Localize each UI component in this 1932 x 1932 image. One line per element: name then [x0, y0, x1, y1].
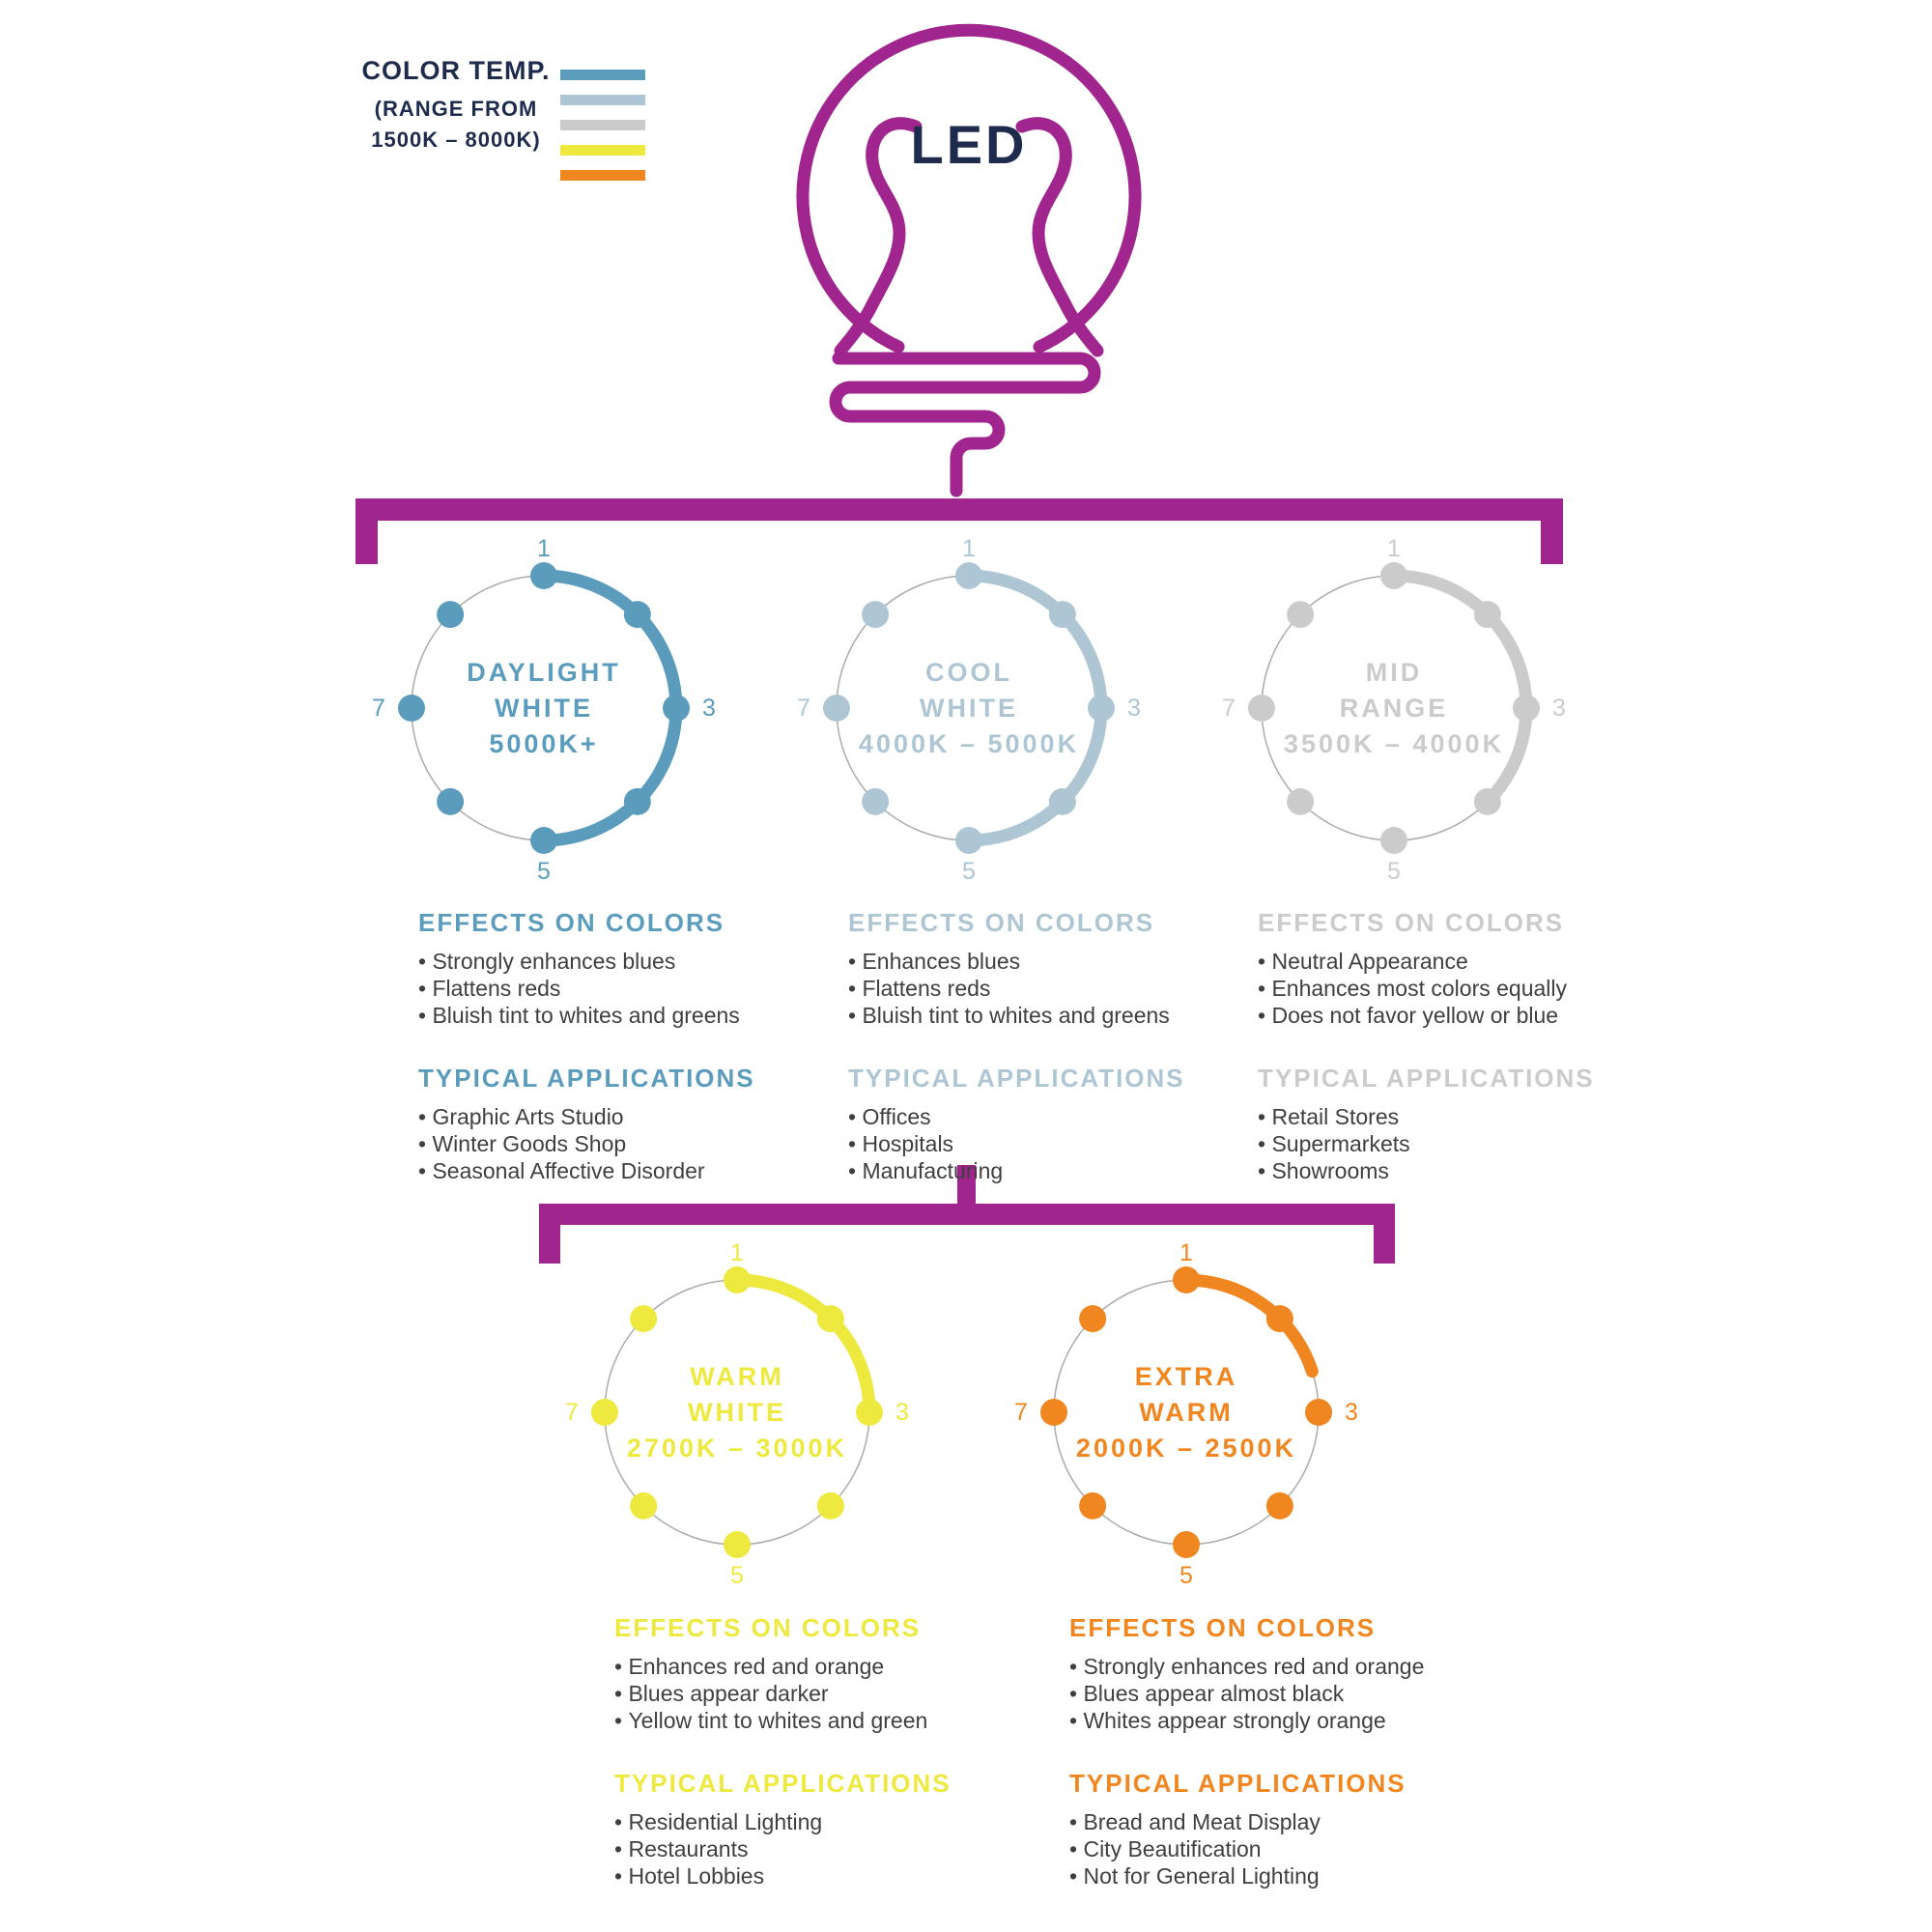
applications-heading: TYPICAL APPLICATIONS [1258, 1064, 1595, 1093]
applications-heading: TYPICAL APPLICATIONS [614, 1769, 952, 1798]
list-item: • Flattens reds [418, 975, 863, 1002]
legend-bar-mid [560, 120, 645, 130]
category-range: 2700K – 3000K [626, 1433, 848, 1463]
dial-tick-label: 5 [537, 858, 551, 885]
daylight-white-details [418, 908, 863, 1219]
effects-heading: EFFECTS ON COLORS [1258, 908, 1565, 937]
category-name-line2: WHITE [688, 1397, 786, 1427]
list-item: • Seasonal Affective Disorder [418, 1157, 863, 1184]
list-item: • Graphic Arts Studio [418, 1103, 863, 1130]
list-item: • Neutral Appearance [1258, 948, 1702, 975]
dial-tick-label: 1 [962, 535, 976, 562]
dial-tick-label: 7 [1014, 1399, 1028, 1426]
list-item: • Blues appear almost black [1069, 1680, 1514, 1707]
daylight-white-dial [351, 515, 737, 901]
list-item: • Bread and Meat Display [1069, 1808, 1514, 1835]
extra-warm-details [1069, 1613, 1514, 1924]
applications-list [848, 1103, 1293, 1184]
warm-white-dial-text [544, 1219, 930, 1605]
category-range: 3500K – 4000K [1283, 728, 1505, 758]
mid-range-details [1258, 908, 1702, 1219]
bulb-globe-outline [803, 30, 1135, 347]
list-item: • Restaurants [614, 1835, 1059, 1862]
category-name-line1: DAYLIGHT [467, 657, 621, 687]
effects-heading: EFFECTS ON COLORS [1069, 1613, 1377, 1642]
effects-heading: EFFECTS ON COLORS [418, 908, 725, 937]
list-item: • Supermarkets [1258, 1130, 1702, 1157]
list-item: • Bluish tint to whites and greens [848, 1002, 1293, 1029]
list-item: • Showrooms [1258, 1157, 1702, 1184]
dial-tick-label: 3 [702, 695, 716, 722]
category-range: 2000K – 2500K [1075, 1433, 1297, 1463]
legend-color-bars [560, 70, 645, 195]
effects-list [614, 1653, 1059, 1734]
legend-bar-warm [560, 145, 645, 156]
legend-subtitle [359, 94, 553, 156]
legend-bar-cool [560, 95, 645, 105]
category-name-line2: WARM [1139, 1397, 1234, 1427]
warm-white-details [614, 1613, 1059, 1924]
dial-tick-label: 5 [730, 1562, 744, 1589]
extra-warm-dial [993, 1219, 1379, 1605]
list-item: • Strongly enhances red and orange [1069, 1653, 1514, 1680]
applications-list [418, 1103, 863, 1184]
dial-tick-label: 1 [1179, 1239, 1193, 1266]
dial-tick-label: 7 [797, 695, 810, 722]
applications-heading: TYPICAL APPLICATIONS [418, 1064, 755, 1093]
list-item: • Blues appear darker [614, 1680, 1059, 1707]
list-item: • Residential Lighting [614, 1808, 1059, 1835]
category-name-line1: COOL [925, 657, 1012, 687]
dial-tick-label: 7 [565, 1399, 579, 1426]
cool-white-details [848, 908, 1293, 1219]
dial-tick-label: 7 [1222, 695, 1236, 722]
dial-tick-label: 1 [730, 1239, 744, 1266]
effects-heading: EFFECTS ON COLORS [848, 908, 1155, 937]
mid-range-dial-text [1201, 515, 1587, 901]
legend-bar-daylight [560, 70, 645, 80]
effects-list [418, 948, 863, 1029]
dial-tick-label: 5 [1387, 858, 1401, 885]
led-label: LED [910, 114, 1028, 175]
dial-tick-label: 5 [962, 858, 976, 885]
list-item: • City Beautification [1069, 1835, 1514, 1862]
led-bulb-icon [761, 15, 1177, 499]
effects-heading: EFFECTS ON COLORS [614, 1613, 922, 1642]
list-item: • Manufacturing [848, 1157, 1293, 1184]
dial-tick-label: 1 [1387, 535, 1401, 562]
category-name-line1: MID [1365, 657, 1423, 687]
category-name-line1: WARM [690, 1361, 784, 1391]
applications-heading: TYPICAL APPLICATIONS [848, 1064, 1185, 1093]
list-item: • Offices [848, 1103, 1293, 1130]
applications-list [614, 1808, 1059, 1889]
effects-list [1069, 1653, 1514, 1734]
list-item: • Does not favor yellow or blue [1258, 1002, 1702, 1029]
applications-list [1069, 1808, 1514, 1889]
cool-white-dial-text [776, 515, 1162, 901]
list-item: • Retail Stores [1258, 1103, 1702, 1130]
applications-list [1258, 1103, 1702, 1184]
category-range: 5000K+ [489, 728, 599, 758]
dial-tick-label: 1 [537, 535, 551, 562]
dial-tick-label: 3 [1345, 1399, 1358, 1426]
list-item: • Bluish tint to whites and greens [418, 1002, 863, 1029]
legend-subtitle-line1: (RANGE FROM [374, 97, 538, 121]
warm-white-dial [544, 1219, 930, 1605]
legend-title: COLOR TEMP. [361, 56, 551, 85]
dial-tick-label: 3 [1127, 695, 1141, 722]
daylight-white-dial-text [351, 515, 737, 901]
applications-heading: TYPICAL APPLICATIONS [1069, 1769, 1406, 1798]
list-item: • Whites appear strongly orange [1069, 1707, 1514, 1734]
cool-white-dial [776, 515, 1162, 901]
list-item: • Hotel Lobbies [614, 1862, 1059, 1889]
extra-warm-dial-text [993, 1219, 1379, 1605]
category-name-line2: WHITE [920, 693, 1018, 723]
dial-tick-label: 7 [372, 695, 385, 722]
dial-tick-label: 3 [1552, 695, 1566, 722]
list-item: • Strongly enhances blues [418, 948, 863, 975]
list-item: • Winter Goods Shop [418, 1130, 863, 1157]
list-item: • Flattens reds [848, 975, 1293, 1002]
dial-tick-label: 5 [1179, 1562, 1193, 1589]
list-item: • Enhances red and orange [614, 1653, 1059, 1680]
dial-tick-label: 3 [895, 1399, 909, 1426]
category-name-line1: EXTRA [1134, 1361, 1238, 1391]
effects-list [1258, 948, 1702, 1029]
effects-list [848, 948, 1293, 1029]
list-item: • Enhances most colors equally [1258, 975, 1702, 1002]
category-name-line2: RANGE [1339, 693, 1449, 723]
bulb-screw-base [836, 358, 1094, 491]
list-item: • Not for General Lighting [1069, 1862, 1514, 1889]
list-item: • Hospitals [848, 1130, 1293, 1157]
list-item: • Yellow tint to whites and green [614, 1707, 1059, 1734]
legend-bar-extra-warm [560, 170, 645, 181]
category-name-line2: WHITE [495, 693, 593, 723]
legend-subtitle-line2: 1500K – 8000K) [371, 128, 541, 152]
mid-range-dial [1201, 515, 1587, 901]
category-range: 4000K – 5000K [858, 728, 1080, 758]
color-temp-legend [359, 56, 553, 156]
list-item: • Enhances blues [848, 948, 1293, 975]
